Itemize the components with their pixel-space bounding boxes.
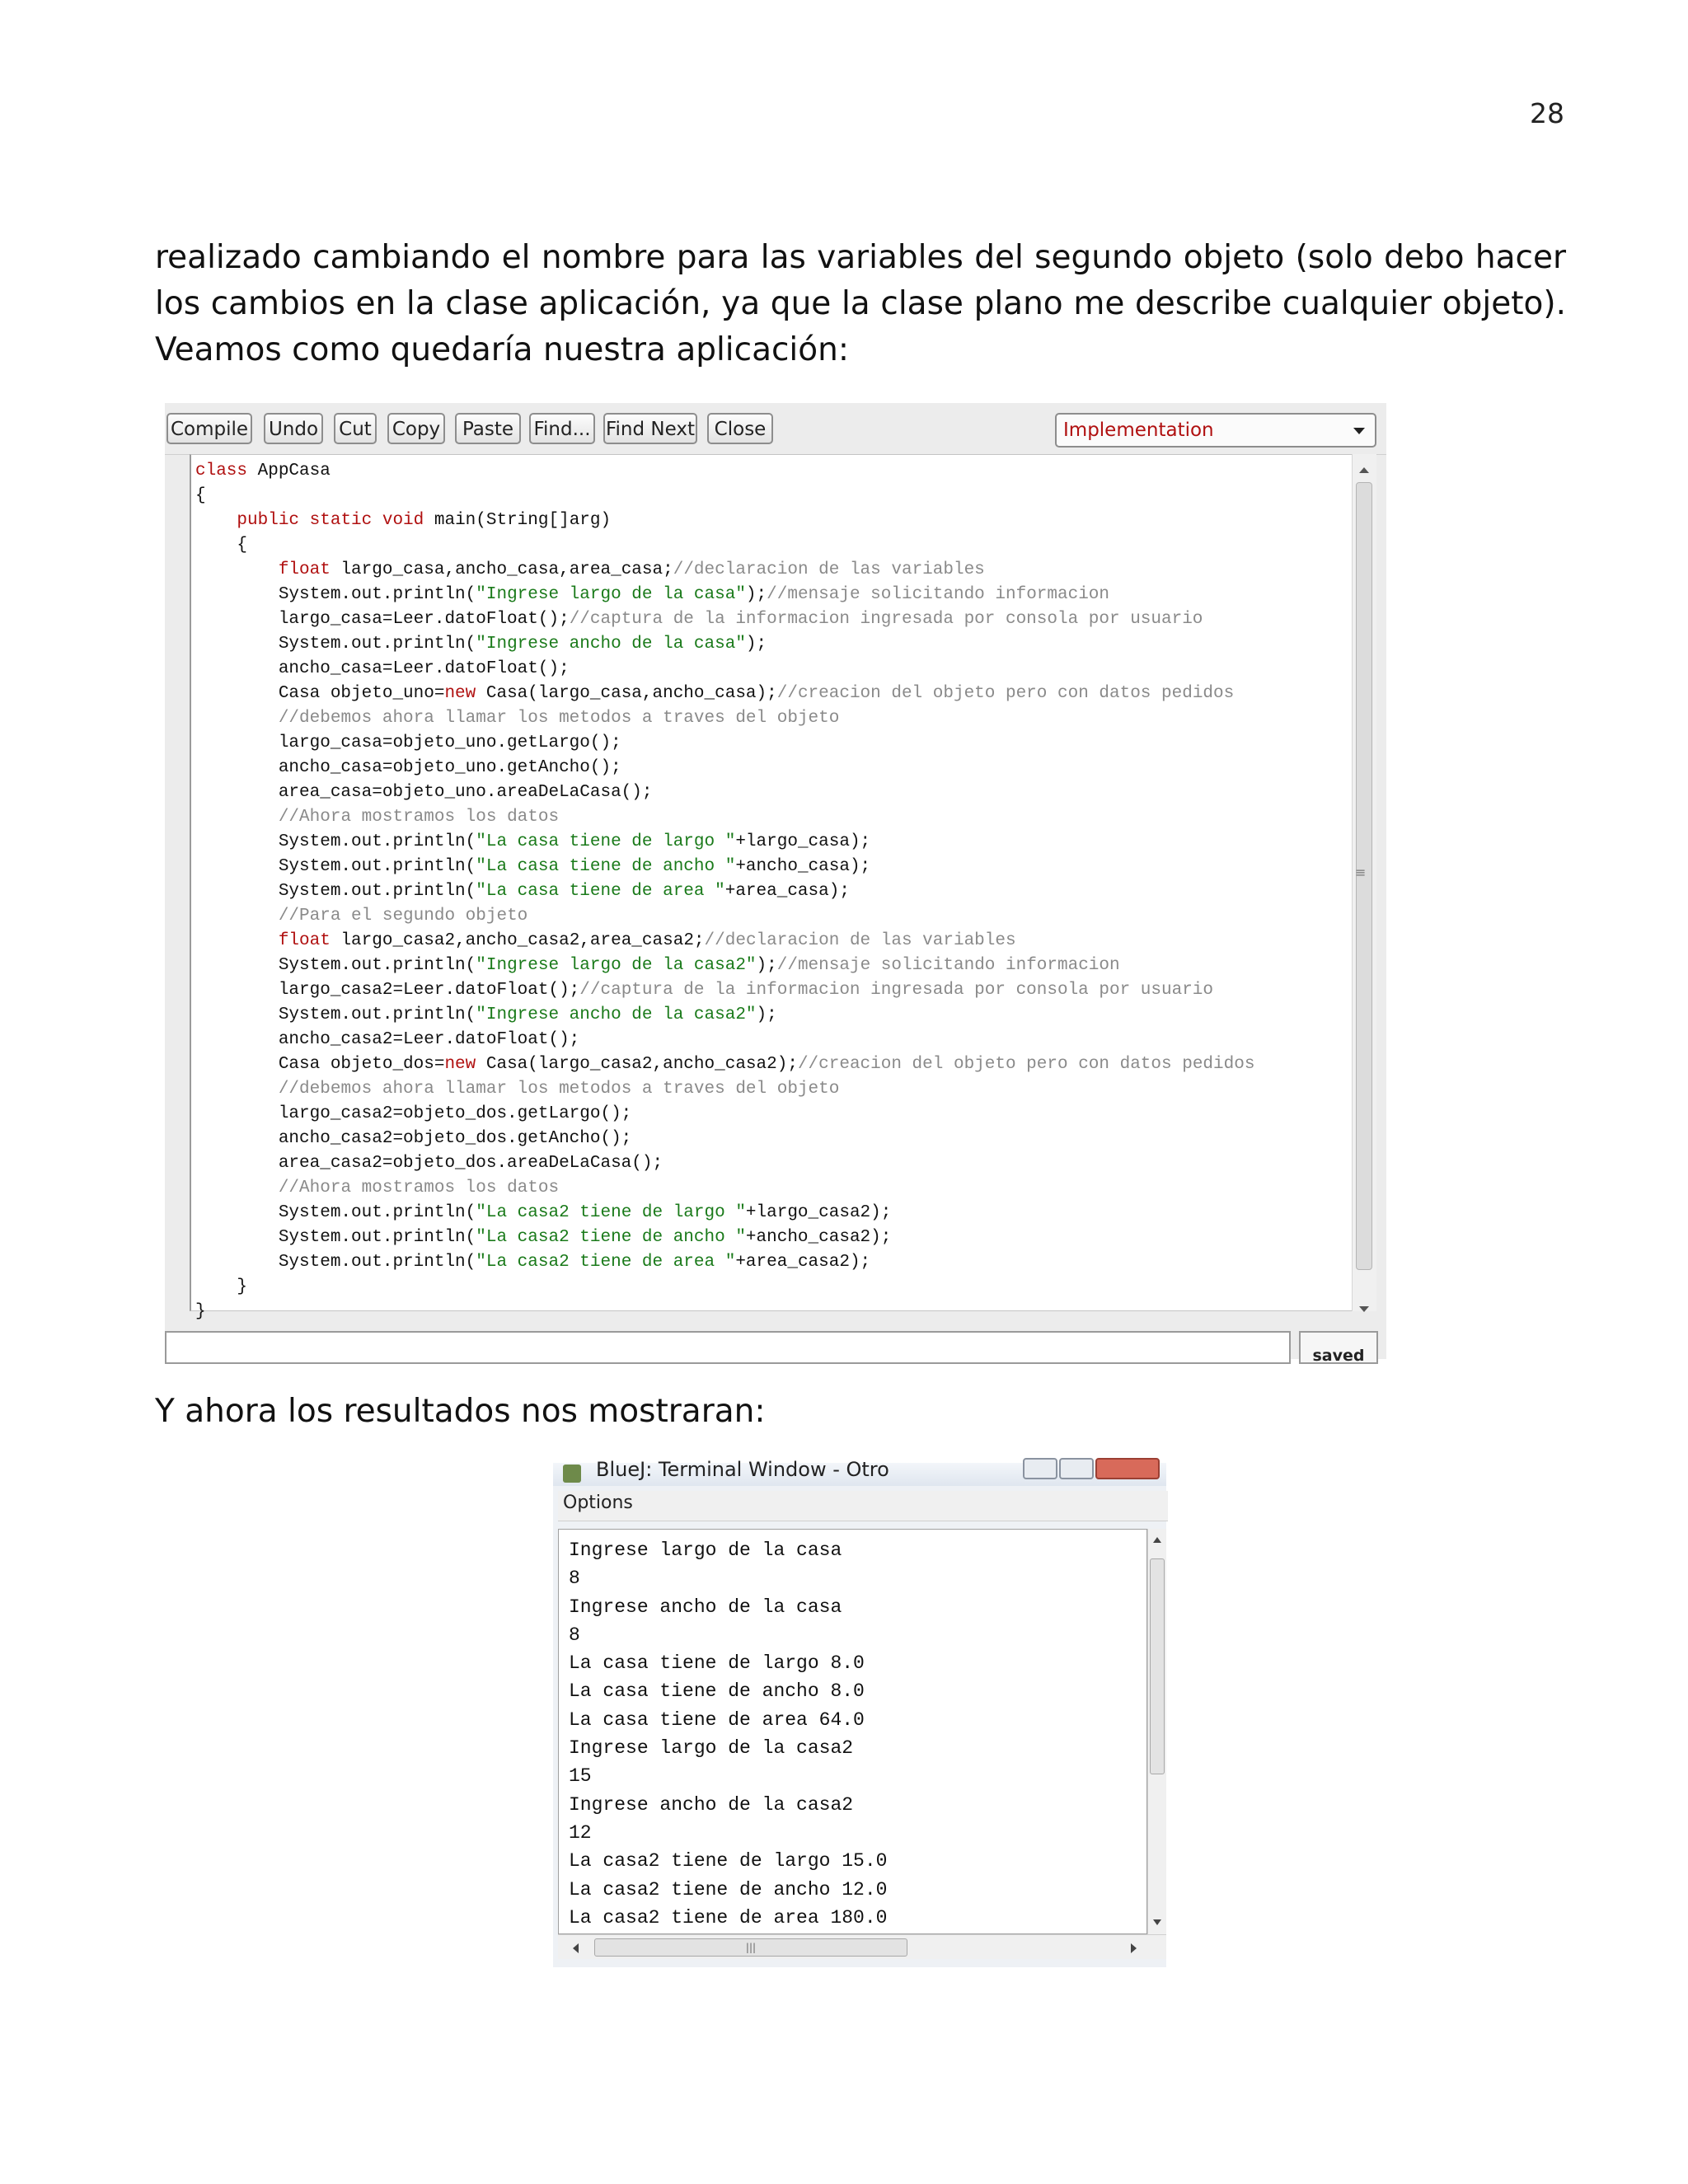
terminal-output-line: 8 <box>569 1568 580 1590</box>
scroll-left-icon[interactable] <box>573 1943 579 1953</box>
code-line: largo_casa2=Leer.datoFloat();//captura de la informacion ingresada por consola por usuario <box>195 981 1214 1000</box>
find-button[interactable]: Find... <box>529 413 595 444</box>
page-number: 28 <box>1530 97 1564 129</box>
cut-button[interactable]: Cut <box>334 413 377 444</box>
code-line: { <box>195 486 206 505</box>
code-line: ancho_casa2=objeto_dos.getAncho(); <box>195 1129 632 1148</box>
code-line: Casa objeto_dos=new Casa(largo_casa2,ancho_casa2);//creacion del objeto pero con datos pedidos <box>195 1055 1255 1074</box>
terminal-output-line: Ingrese largo de la casa2 <box>569 1737 854 1760</box>
terminal-output-line: La casa2 tiene de largo 15.0 <box>569 1850 888 1872</box>
intro-paragraph: realizado cambiando el nombre para las variables del segundo objeto (solo debo hacer los cambios en la clase aplicación, ya que la clase plano me describe cualquier objeto). Veamos como quedaría nuestra aplicación: <box>155 239 1566 368</box>
grip-icon: ≡ <box>1355 865 1367 880</box>
code-line: //debemos ahora llamar los metodos a traves del objeto <box>278 709 840 728</box>
paste-button[interactable]: Paste <box>455 413 521 444</box>
code-line: //Para el segundo objeto <box>278 907 528 926</box>
menu-options[interactable]: Options <box>563 1493 633 1513</box>
scroll-thumb[interactable] <box>1150 1558 1165 1774</box>
terminal-output-area[interactable] <box>558 1529 1147 1934</box>
terminal-output-line: La casa tiene de ancho 8.0 <box>569 1680 865 1703</box>
bluej-editor-screenshot <box>165 403 1386 1365</box>
copy-button[interactable]: Copy <box>387 413 445 444</box>
view-select-value: Implementation <box>1063 419 1214 441</box>
scroll-up-icon[interactable] <box>1153 1537 1161 1543</box>
code-line: largo_casa=objeto_uno.getLargo(); <box>195 733 621 752</box>
code-line: //Ahora mostramos los datos <box>278 808 560 827</box>
code-line: } <box>195 1302 206 1321</box>
terminal-output-line: Ingrese ancho de la casa2 <box>569 1793 854 1816</box>
code-area[interactable] <box>190 454 1376 1321</box>
code-line: largo_casa=Leer.datoFloat();//captura de la informacion ingresada por consola por usuario <box>195 610 1203 629</box>
terminal-output-line: La casa2 tiene de ancho 12.0 <box>569 1878 888 1900</box>
terminal-title: BlueJ: Terminal Window - Otro <box>596 1458 889 1481</box>
code-line: System.out.println("La casa tiene de largo "+largo_casa); <box>195 832 871 851</box>
code-line: ancho_casa2=Leer.datoFloat(); <box>195 1030 580 1049</box>
code-line: System.out.println("Ingrese largo de la casa2");//mensaje solicitando informacion <box>195 956 1120 975</box>
code-line: class AppCasa <box>195 462 331 480</box>
find-next-button[interactable]: Find Next <box>603 413 697 444</box>
undo-button[interactable]: Undo <box>264 413 323 444</box>
code-line: Casa objeto_uno=new Casa(largo_casa,ancho_casa);//creacion del objeto pero con datos pedidos <box>195 684 1235 703</box>
terminal-horizontal-scrollbar[interactable] <box>558 1934 1166 1959</box>
terminal-output-line: La casa2 tiene de area 180.0 <box>569 1906 888 1929</box>
code-line: System.out.println("La casa2 tiene de largo "+largo_casa2); <box>195 1203 892 1222</box>
scroll-right-icon[interactable] <box>1131 1943 1137 1953</box>
terminal-output-line: La casa tiene de largo 8.0 <box>569 1652 865 1675</box>
maximize-icon[interactable] <box>1059 1458 1094 1479</box>
dropdown-arrow-icon <box>1353 428 1365 434</box>
code-line: largo_casa2=objeto_dos.getLargo(); <box>195 1104 632 1123</box>
terminal-titlebar <box>553 1458 1166 1486</box>
terminal-menubar <box>558 1491 1168 1521</box>
code-line: System.out.println("La casa tiene de ancho "+ancho_casa); <box>195 857 871 876</box>
code-line: } <box>195 1277 248 1296</box>
terminal-output-line: 15 <box>569 1765 592 1788</box>
scroll-thumb[interactable]: ||| <box>594 1938 907 1957</box>
code-line: //Ahora mostramos los datos <box>278 1179 560 1197</box>
editor-toolbar <box>165 403 1386 455</box>
minimize-icon[interactable] <box>1023 1458 1057 1479</box>
code-line: System.out.println("Ingrese largo de la casa");//mensaje solicitando informacion <box>195 585 1110 604</box>
terminal-output-line: 12 <box>569 1821 592 1844</box>
terminal-output <box>569 1536 887 1932</box>
compile-button[interactable]: Compile <box>166 413 252 444</box>
code-line: System.out.println("La casa2 tiene de area "+area_casa2); <box>195 1253 871 1272</box>
terminal-window-screenshot <box>553 1458 1166 1967</box>
terminal-output-line: Ingrese largo de la casa <box>569 1540 842 1561</box>
terminal-output-line: 8 <box>569 1624 580 1646</box>
scroll-down-icon[interactable] <box>1359 1306 1369 1312</box>
status-message-field <box>165 1331 1291 1364</box>
close-window-icon[interactable] <box>1095 1458 1160 1479</box>
terminal-output-line: La casa tiene de area 64.0 <box>569 1708 865 1731</box>
code-line: System.out.println("Ingrese ancho de la casa"); <box>195 635 767 654</box>
code-line: area_casa2=objeto_dos.areaDeLaCasa(); <box>195 1154 663 1173</box>
code-vertical-scrollbar[interactable] <box>1352 454 1376 1311</box>
code-line: ancho_casa=objeto_uno.getAncho(); <box>195 758 621 777</box>
code-line: System.out.println("La casa tiene de area "+area_casa); <box>195 882 850 901</box>
code-line: area_casa=objeto_uno.areaDeLaCasa(); <box>195 783 653 802</box>
source-code <box>195 459 1254 1324</box>
terminal-vertical-scrollbar[interactable] <box>1147 1529 1166 1934</box>
code-line: ancho_casa=Leer.datoFloat(); <box>195 659 570 678</box>
code-line: public static void main(String[]arg) <box>237 511 612 530</box>
scroll-up-icon[interactable] <box>1359 467 1369 473</box>
close-button[interactable]: Close <box>707 413 773 444</box>
results-heading: Y ahora los resultados nos mostraran: <box>155 1393 766 1430</box>
scroll-down-icon[interactable] <box>1153 1919 1161 1925</box>
code-line: System.out.println("La casa2 tiene de ancho "+ancho_casa2); <box>195 1228 892 1247</box>
code-line: { <box>195 536 248 555</box>
view-select[interactable] <box>1055 413 1376 448</box>
code-line: float largo_casa,ancho_casa,area_casa;//declaracion de las variables <box>278 560 985 579</box>
code-line: float largo_casa2,ancho_casa2,area_casa2;//declaracion de las variables <box>278 931 1016 950</box>
terminal-output-line: Ingrese ancho de la casa <box>569 1596 842 1618</box>
code-line: //debemos ahora llamar los metodos a traves del objeto <box>278 1080 840 1099</box>
code-line: System.out.println("Ingrese ancho de la casa2"); <box>195 1005 777 1024</box>
saved-status-label: saved <box>1299 1331 1378 1364</box>
bluej-app-icon <box>563 1465 581 1483</box>
